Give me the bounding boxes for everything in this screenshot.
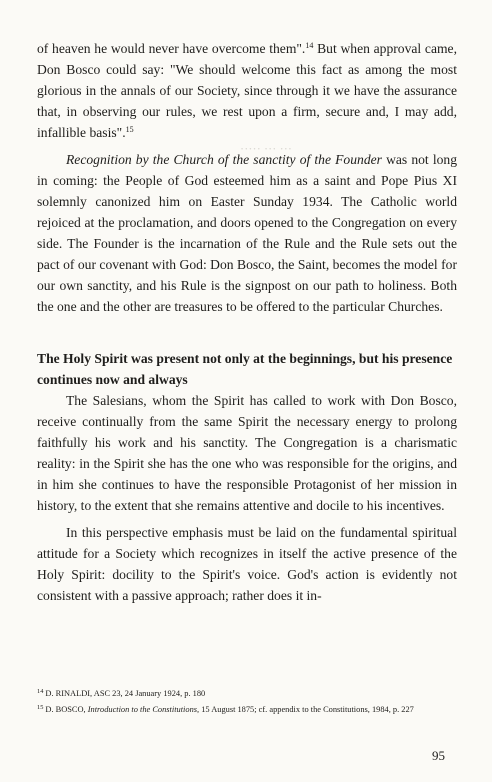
paragraph-2-italic-lead: Recognition by the Church of the sanctity of the Founder xyxy=(66,152,382,167)
footnote-15-author: D. BOSCO, xyxy=(45,705,88,714)
paragraph-2-text: was not long in coming: the People of God esteemed him as a saint and Pope Pius XI solemnly canonized him on Easter Sunday 1934. The Catholic world rejoiced at the proclamation, and doors opened to the Congregation on every side. The Founder is the incarnation of the Rule and the Rule sets out the pact of our covenant with God: Don Bosco, the Saint, becomes the model for our own sanctity, and his Rule is the signpost on our path to holiness. Both the one and the other are treasures to be offered to the particular Churches. xyxy=(37,152,457,314)
footnote-15-title: Introduction to the Constitutions, xyxy=(87,705,200,714)
footnote-15 xyxy=(37,701,457,717)
footnote-15-number: 15 xyxy=(37,704,44,711)
footnotes xyxy=(37,685,457,717)
footnote-14-text: D. RINALDI, ASC 23, 24 January 1924, p. 180 xyxy=(45,689,206,698)
page-number: 95 xyxy=(432,748,445,763)
bleed-through-texture: ··· ··· ····· xyxy=(240,142,293,156)
section-heading: The Holy Spirit was present not only at the beginnings, but his presence continues now and always xyxy=(37,351,453,387)
footnote-ref-15[interactable]: 15 xyxy=(125,125,134,134)
footnote-14 xyxy=(37,685,457,701)
page-body xyxy=(37,38,457,606)
footnote-15-text: 15 August 1875; cf. appendix to the Constitutions, 1984, p. 227 xyxy=(199,705,414,714)
footnote-ref-14[interactable]: 14 xyxy=(305,41,314,50)
paragraph-2 xyxy=(37,149,457,317)
paragraph-4: In this perspective emphasis must be laid on the fundamental spiritual attitude for a Society which recognizes in itself the active presence of the Holy Spirit: docility to the Spirit's voice. God's action is evidently not consistent with a passive approach; rather does it in- xyxy=(37,525,457,603)
paragraph-1-text-b: But when approval came, Don Bosco could say: "We should welcome this fact as among the most glorious in the annals of our Society, since through it we have the assurance that, in observing our rules, we rest upon a firm, secure and, I may add, infallible basis". xyxy=(37,41,457,140)
paragraph-1-text-a: of heaven he would never have overcome them". xyxy=(37,41,306,56)
paragraph-3: The Salesians, whom the Spirit has called to work with Don Bosco, receive continually from the same Spirit the necessary energy to prolong faithfully his work and his sanctity. The Congregation is a charismatic reality: in the Spirit she has the one who was responsible for the origins, and in him she continues to have the responsible Protagonist of her mission in history, to the extent that she remains attentive and docile to his incentives. xyxy=(37,393,457,513)
footnote-14-number: 14 xyxy=(37,688,44,695)
paragraph-1 xyxy=(37,38,457,143)
